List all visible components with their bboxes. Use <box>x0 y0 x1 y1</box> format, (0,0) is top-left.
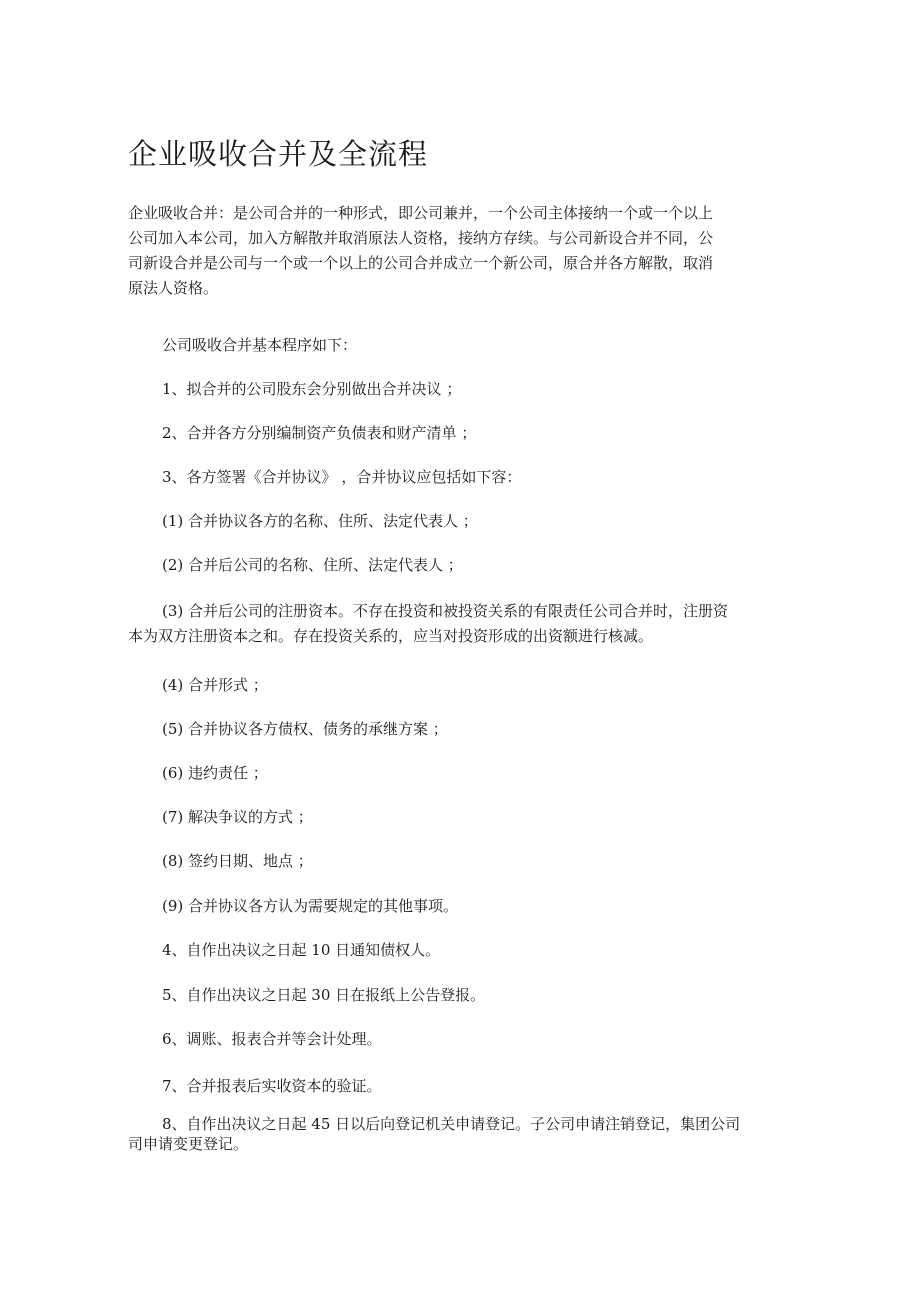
intro-line: 司新设合并是公司与一个或一个以上的公司合并成立一个新公司，原合并各方解散，取消 <box>128 254 714 272</box>
agreement-item-7: (7) 解决争议的方式 ； <box>162 808 313 826</box>
agreement-item-3-line: 本为双方注册资本之和。存在投资关系的，应当对投资形成的出资额进行核减。 <box>128 627 654 645</box>
agreement-item-6: (6) 违约责任 ； <box>162 764 268 782</box>
intro-line: 企业吸收合并：是公司合并的一种形式，即公司兼并，一个公司主体接纳一个或一个以上 <box>128 204 714 222</box>
agreement-item-9: (9) 合并协议各方认为需要规定的其他事项。 <box>162 897 459 915</box>
step-6: 6、调账、报表合并等会计处理。 <box>162 1030 382 1048</box>
intro-line: 原法人资格。 <box>128 279 219 297</box>
step-1: 1、拟合并的公司股东会分别做出合并决议 ； <box>162 380 462 398</box>
agreement-item-1: (1) 合并协议各方的名称、住所、法定代表人 ； <box>162 512 478 530</box>
agreement-item-4: (4) 合并形式 ； <box>162 676 268 694</box>
step-4: 4、自作出决议之日起 10 日通知债权人。 <box>162 941 441 959</box>
step-8-line: 司申请变更登记。 <box>128 1135 249 1153</box>
agreement-item-2: (2) 合并后公司的名称、住所、法定代表人 ； <box>162 556 463 574</box>
procedure-heading: 公司吸收合并基本程序如下： <box>162 336 358 354</box>
document-title: 企业吸收合并及全流程 <box>128 137 429 171</box>
agreement-item-3-line: (3) 合并后公司的注册资本。不存在投资和被投资关系的有限责任公司合并时，注册资 <box>162 602 729 620</box>
intro-paragraph <box>128 201 738 301</box>
step-3: 3、各方签署《合并协议》 ，合并协议应包括如下容： <box>162 468 522 486</box>
agreement-item-3 <box>128 599 768 649</box>
step-8-line: 8、自作出决议之日起 45 日以后向登记机关申请登记。子公司申请注销登记，集团公司 <box>162 1115 741 1133</box>
intro-line: 公司加入本公司，加入方解散并取消原法人资格，接纳方存续。与公司新设合并不同，公 <box>128 229 714 247</box>
step-7: 7、合并报表后实收资本的验证。 <box>162 1077 382 1095</box>
agreement-item-8: (8) 签约日期、地点 ； <box>162 852 313 870</box>
agreement-item-5: (5) 合并协议各方债权、债务的承继方案 ； <box>162 720 448 738</box>
step-8 <box>128 1114 768 1154</box>
step-5: 5、自作出决议之日起 30 日在报纸上公告登报。 <box>162 986 486 1004</box>
step-2: 2、合并各方分别编制资产负债表和财产清单 ； <box>162 424 477 442</box>
